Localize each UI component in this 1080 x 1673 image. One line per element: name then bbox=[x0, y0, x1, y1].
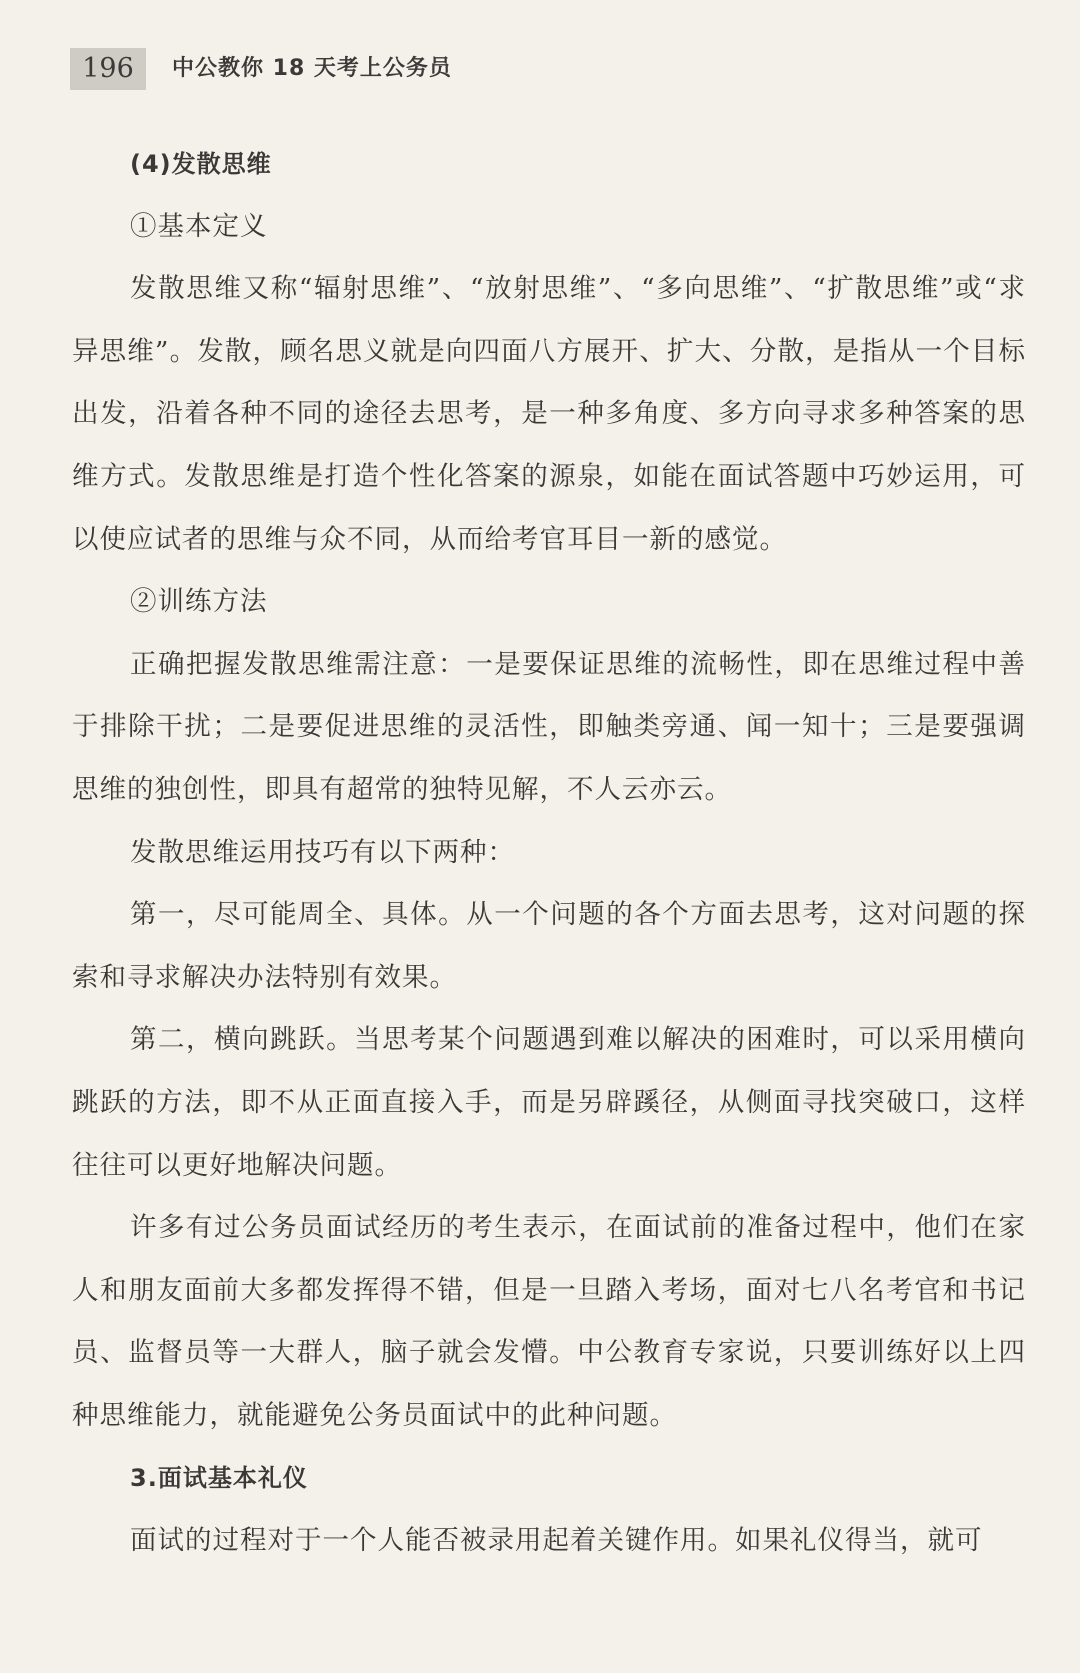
running-header bbox=[0, 48, 1080, 90]
paragraph-techniques: 发散思维运用技巧有以下两种： bbox=[130, 836, 515, 868]
paragraph-second-technique: 第二，横向跳跃。当思考某个问题遇到难以解决的困难时，可以采用横向跳跃的方法，即不从正面直接入手，而是另辟蹊径，从侧面寻找突破口，这样往往可以更好地解决问题。 bbox=[72, 1024, 1026, 1181]
paragraph-training: 正确把握发散思维需注意：一是要保证思维的流畅性，即在思维过程中善于排除干扰；二是要促进思维的灵活性，即触类旁通、闻一知十；三是要强调思维的独创性，即具有超常的独特见解，不人云亦云。 bbox=[72, 648, 1026, 805]
subheading-training-methods: ②训练方法 bbox=[130, 586, 268, 618]
page-body bbox=[72, 133, 1026, 1573]
page-number: 196 bbox=[70, 48, 146, 90]
paragraph-summary: 许多有过公务员面试经历的考生表示，在面试前的准备过程中，他们在家人和朋友面前大多都发挥得不错，但是一旦踏入考场，面对七八名考官和书记员、监督员等一大群人，脑子就会发懵。中公教育专家说，只要训练好以上四种思维能力，就能避免公务员面试中的此种问题。 bbox=[72, 1212, 1026, 1431]
paragraph-etiquette: 面试的过程对于一个人能否被录用起着关键作用。如果礼仪得当，就可 bbox=[130, 1525, 983, 1557]
paragraph-definition: 发散思维又称“辐射思维”、“放射思维”、“多向思维”、“扩散思维”或“求异思维”。发散，顾名思义就是向四面八方展开、扩大、分散，是指从一个目标出发，沿着各种不同的途径去思考，是一种多角度、多方向寻求多种答案的思维方式。发散思维是打造个性化答案的源泉，如能在面试答题中巧妙运用，可以使应试者的思维与众不同，从而给考官耳目一新的感觉。 bbox=[72, 273, 1026, 555]
paragraph-first-technique: 第一，尽可能周全、具体。从一个问题的各个方面去思考，这对问题的探索和寻求解决办法特别有效果。 bbox=[72, 899, 1026, 993]
book-title: 中公教你 18 天考上公务员 bbox=[172, 56, 452, 81]
subheading-basic-definition: ①基本定义 bbox=[130, 210, 268, 242]
section-heading-etiquette: 3.面试基本礼仪 bbox=[130, 1464, 308, 1493]
section-heading-divergent-thinking: (4)发散思维 bbox=[130, 150, 272, 178]
